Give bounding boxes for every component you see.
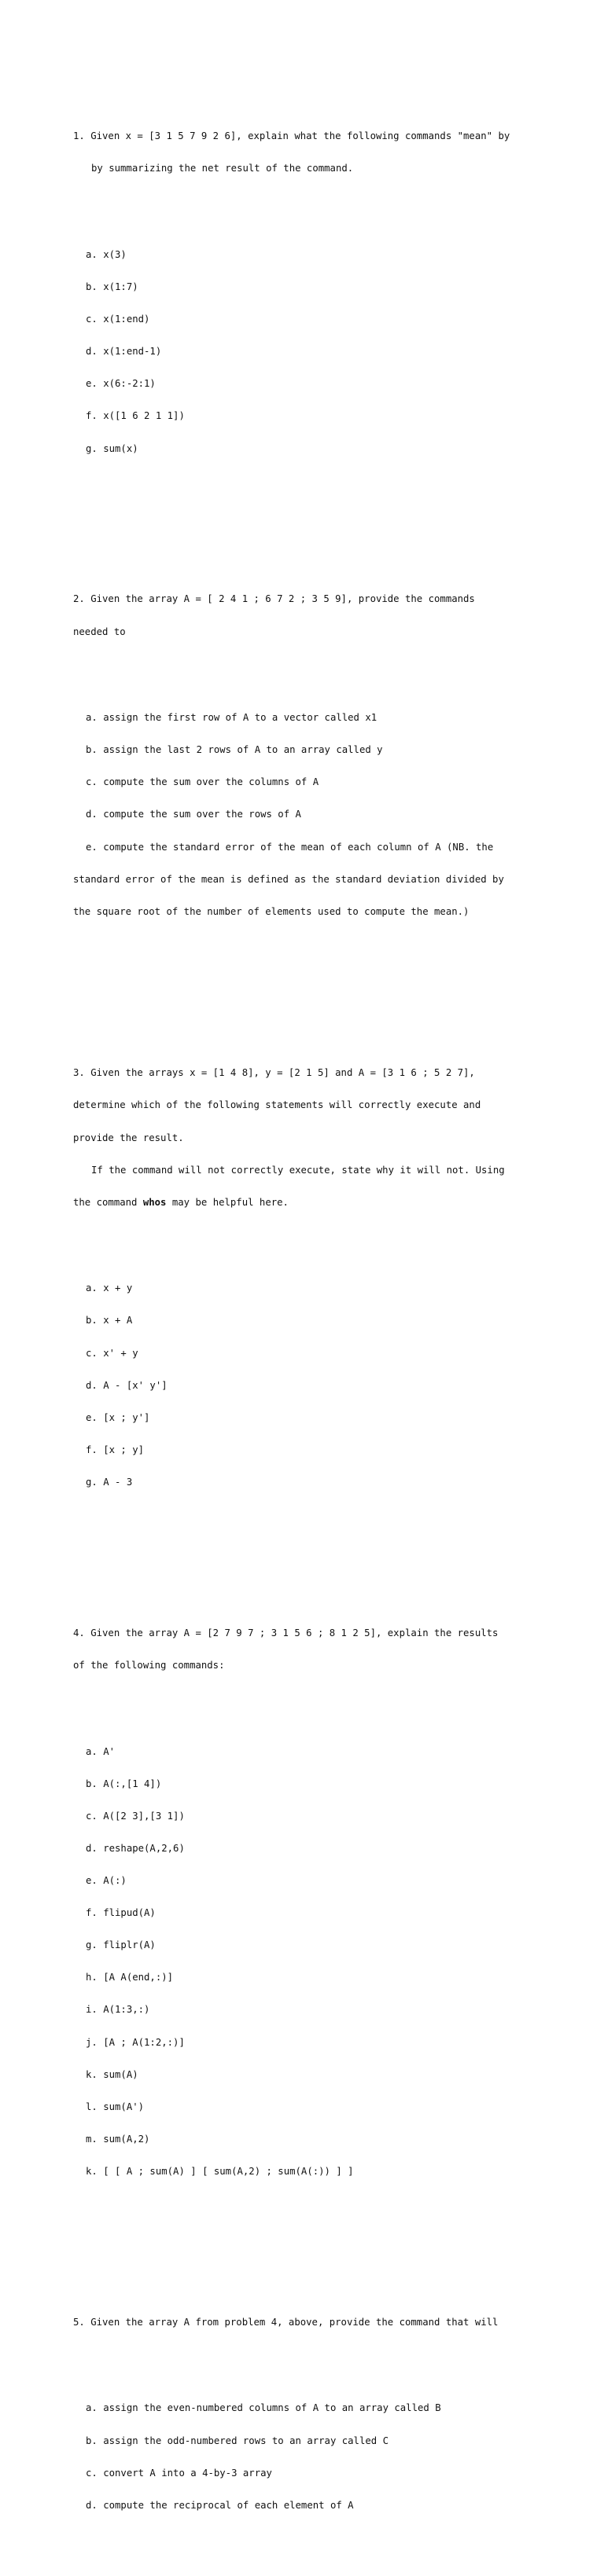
list-item: g. A - 3	[86, 1477, 133, 1488]
question-5-items	[73, 2382, 600, 2533]
list-item: f. flipud(A)	[86, 1907, 156, 1919]
text-span: the command	[73, 1196, 143, 1208]
list-item: c. A([2 3],[3 1])	[86, 1810, 185, 1822]
list-item: f. [x ; y]	[86, 1444, 145, 1455]
list-item: a. A'	[86, 1745, 116, 1757]
question-2-text-cont: needed to	[73, 626, 126, 637]
question-1	[73, 110, 600, 497]
list-item: m. sum(A,2)	[86, 2133, 150, 2145]
list-item: k. sum(A)	[86, 2068, 138, 2080]
question-3-text: 3. Given the arrays x = [1 4 8], y = [2 1 5] and A = [3 1 6 ; 5 2 7],	[73, 1067, 475, 1079]
list-item: j. [A ; A(1:2,:)]	[86, 2036, 185, 2048]
question-3-items	[73, 1262, 600, 1510]
list-item: a. x(3)	[86, 248, 127, 260]
list-item: c. convert A into a 4-by-3 array	[86, 2467, 272, 2479]
list-item: d. A - [x' y']	[86, 1379, 168, 1391]
list-item: e. A(:)	[86, 1875, 127, 1887]
whos-command: whos	[142, 1196, 167, 1208]
question-3-text-cont: provide the result.	[73, 1132, 184, 1143]
question-3-text-cont	[73, 1198, 600, 1209]
question-1-text-cont: by summarizing the net result of the command.	[91, 163, 354, 174]
list-item: f. x([1 6 2 1 1])	[86, 410, 185, 422]
question-3-text-cont: determine which of the following statements will correctly execute and	[73, 1099, 481, 1111]
list-item: b. x + A	[86, 1315, 133, 1327]
question-3	[73, 1047, 600, 1532]
question-3-text-cont: If the command will not correctly execute, state why it will not. Using	[91, 1164, 505, 1176]
list-item: b. x(1:7)	[86, 281, 138, 293]
list-item: e. compute the standard error of the mean of each column of A (NB. the	[86, 841, 494, 853]
question-4-items	[73, 1725, 600, 2199]
question-2-items	[73, 692, 600, 939]
list-item: a. x + y	[86, 1282, 133, 1294]
list-item: b. A(:,[1 4])	[86, 1778, 162, 1789]
question-4-text-cont: of the following commands:	[73, 1659, 225, 1671]
list-item: h. [A A(end,:)]	[86, 1972, 174, 1983]
question-2-text: 2. Given the array A = [ 2 4 1 ; 6 7 2 ; 3 5 9], provide the commands	[73, 593, 475, 605]
question-1-text: 1. Given x = [3 1 5 7 9 2 6], explain what the following commands "mean" by	[73, 130, 510, 142]
list-item: a. assign the even-numbered columns of A to an array called B	[86, 2402, 441, 2414]
question-5	[73, 2295, 600, 2554]
list-item: d. x(1:end-1)	[86, 346, 162, 358]
list-item: b. assign the odd-numbered rows to an array called C	[86, 2435, 389, 2446]
list-item: d. compute the sum over the rows of A	[86, 809, 301, 820]
list-item: g. fliplr(A)	[86, 1939, 156, 1951]
list-item: c. compute the sum over the columns of A	[86, 776, 319, 788]
list-item: b. assign the last 2 rows of A to an array called y	[86, 744, 383, 756]
list-item: e. [x ; y']	[86, 1411, 150, 1423]
list-item-cont: standard error of the mean is defined as the standard deviation divided by	[73, 873, 504, 885]
question-5-text: 5. Given the array A from problem 4, above, provide the command that will	[73, 2316, 499, 2328]
question-4	[73, 1606, 600, 2220]
document-body	[73, 67, 600, 2576]
list-item: k. [ [ A ; sum(A) ] [ sum(A,2) ; sum(A(:)) ] ]	[86, 2166, 354, 2177]
list-item: e. x(6:-2:1)	[86, 378, 156, 390]
list-item: i. A(1:3,:)	[86, 2004, 150, 2016]
list-item: a. assign the first row of A to a vector called x1	[86, 712, 378, 724]
list-item: l. sum(A')	[86, 2101, 145, 2112]
list-item: d. compute the reciprocal of each element of A	[86, 2499, 354, 2511]
list-item: g. sum(x)	[86, 442, 138, 454]
list-item: d. reshape(A,2,6)	[86, 1842, 185, 1854]
question-2	[73, 573, 600, 960]
list-item: c. x(1:end)	[86, 314, 150, 325]
text-span: may be helpful here.	[166, 1196, 289, 1208]
question-1-items	[73, 229, 600, 476]
list-item-cont: the square root of the number of elements used to compute the mean.)	[73, 905, 470, 917]
question-4-text: 4. Given the array A = [2 7 9 7 ; 3 1 5 6 ; 8 1 2 5], explain the results	[73, 1627, 499, 1638]
list-item: c. x' + y	[86, 1347, 138, 1359]
